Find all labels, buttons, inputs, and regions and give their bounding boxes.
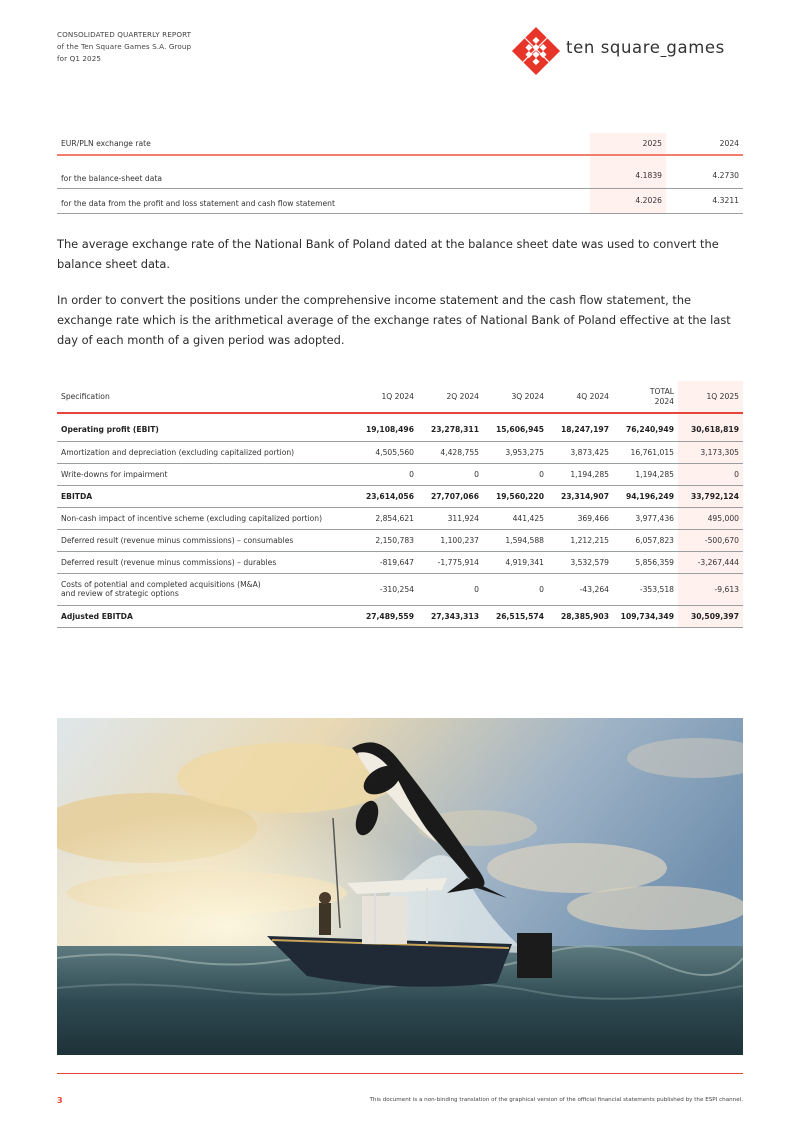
cell-value: 15,606,945: [483, 419, 548, 441]
column-header: 4Q 2024: [548, 381, 613, 413]
table-row: [57, 485, 743, 507]
paragraph-balance-sheet-rate: The average exchange rate of the National Bank of Poland dated at the balance sheet date was used to convert the balance sheet data.: [57, 237, 719, 271]
orca-boat-illustration: [57, 718, 743, 1055]
cell-value: 4,505,560: [353, 441, 418, 463]
cell-value: 369,466: [548, 507, 613, 529]
cell-value: 0: [483, 463, 548, 485]
cell-value: 30,618,819: [678, 419, 743, 441]
cell-value: 18,247,197: [548, 419, 613, 441]
cell-value: 4.1839: [590, 163, 666, 188]
cell-value: 4.3211: [666, 188, 743, 213]
row-label: for the data from the profit and loss statement and cash flow statement: [57, 188, 590, 213]
cell-value: 6,057,823: [613, 529, 678, 551]
column-header-total: [613, 381, 678, 413]
table-header-row: [57, 133, 743, 155]
brand-wordmark: [566, 38, 725, 57]
exchange-rate-table: [57, 133, 743, 214]
table-row: [57, 507, 743, 529]
table-row: [57, 551, 743, 573]
cell-value: 94,196,249: [613, 485, 678, 507]
cell-value: 30,509,397: [678, 605, 743, 627]
column-header: 2Q 2024: [418, 381, 483, 413]
cell-value: 2,854,621: [353, 507, 418, 529]
column-header: 1Q 2024: [353, 381, 418, 413]
row-label: Operating profit (EBIT): [57, 419, 353, 441]
cell-value: 3,173,305: [678, 441, 743, 463]
table-row: [57, 529, 743, 551]
column-header: 2025: [590, 133, 666, 155]
cell-value: -500,670: [678, 529, 743, 551]
cell-value: -9,613: [678, 573, 743, 605]
cell-value: -353,518: [613, 573, 678, 605]
cell-value: 3,873,425: [548, 441, 613, 463]
paragraph-income-statement-rate: In order to convert the positions under the comprehensive income statement and the cash flow statement, the exchange rate which is the arithmetical average of the exchange rates of National Bank of Poland effective at the last day of each month of a given period was adopted.: [57, 293, 731, 347]
cell-value: 2,150,783: [353, 529, 418, 551]
cell-value: 33,792,124: [678, 485, 743, 507]
cell-value: 495,000: [678, 507, 743, 529]
cell-value: 3,532,579: [548, 551, 613, 573]
cell-value: 23,314,907: [548, 485, 613, 507]
cell-value: 1,100,237: [418, 529, 483, 551]
row-label: Deferred result (revenue minus commissions) – consumables: [57, 529, 353, 551]
column-header: Specification: [57, 381, 353, 413]
ebitda-table: [57, 381, 743, 628]
report-period: for Q1 2025: [57, 54, 102, 63]
cell-value: 23,278,311: [418, 419, 483, 441]
cell-value: 0: [678, 463, 743, 485]
cell-value: 3,953,275: [483, 441, 548, 463]
cell-value: 26,515,574: [483, 605, 548, 627]
column-header: 2024: [666, 133, 743, 155]
table-row: [57, 188, 743, 213]
row-label: Amortization and depreciation (excluding capitalized portion): [57, 441, 353, 463]
cell-value: 19,560,220: [483, 485, 548, 507]
cell-value: -3,267,444: [678, 551, 743, 573]
page-number: 3: [57, 1096, 63, 1105]
cell-value: 0: [418, 463, 483, 485]
table-row: [57, 463, 743, 485]
brand-word-2: games: [666, 38, 725, 57]
table-row: [57, 419, 743, 441]
cell-value: 0: [418, 573, 483, 605]
cell-value: 27,489,559: [353, 605, 418, 627]
cell-value: 4.2730: [666, 163, 743, 188]
column-header: 1Q 2025: [678, 381, 743, 413]
table-row: [57, 573, 743, 605]
cell-value: 1,194,285: [613, 463, 678, 485]
footer-disclaimer: This document is a non-binding translation of the graphical version of the official financial statements published by the ESPI channel.: [369, 1097, 743, 1103]
cell-value: 4,919,341: [483, 551, 548, 573]
table-row: [57, 605, 743, 627]
report-title: CONSOLIDATED QUARTERLY REPORT: [57, 30, 192, 39]
cell-value: 311,924: [418, 507, 483, 529]
row-label-line2: and review of strategic options: [61, 589, 179, 598]
row-label: for the balance-sheet data: [57, 163, 590, 188]
cell-value: -1,775,914: [418, 551, 483, 573]
table-header-row: [57, 381, 743, 413]
cell-value: 28,385,903: [548, 605, 613, 627]
column-header: 3Q 2024: [483, 381, 548, 413]
row-label: Write-downs for impairment: [57, 463, 353, 485]
row-label-line1: Costs of potential and completed acquisitions (M&A): [61, 580, 261, 589]
header-total-line1: TOTAL: [649, 386, 674, 396]
table-row: [57, 163, 743, 188]
cell-value: 4,428,755: [418, 441, 483, 463]
cell-value: 5,856,359: [613, 551, 678, 573]
cell-value: 1,594,588: [483, 529, 548, 551]
column-header: EUR/PLN exchange rate: [57, 133, 590, 155]
cell-value: -819,647: [353, 551, 418, 573]
cell-value: 0: [483, 573, 548, 605]
report-company: of the Ten Square Games S.A. Group: [57, 42, 192, 51]
cell-value: -43,264: [548, 573, 613, 605]
cell-value: 1,194,285: [548, 463, 613, 485]
cell-value: 23,614,056: [353, 485, 418, 507]
checkered-diamond-logo-icon: [511, 26, 561, 76]
cell-value: 1,212,215: [548, 529, 613, 551]
row-label: Non-cash impact of incentive scheme (excluding capitalized portion): [57, 507, 353, 529]
row-label: EBITDA: [57, 485, 353, 507]
cell-value: 16,761,015: [613, 441, 678, 463]
table-row: [57, 441, 743, 463]
cell-value: 441,425: [483, 507, 548, 529]
cell-value: 19,108,496: [353, 419, 418, 441]
row-label: Deferred result (revenue minus commissions) – durables: [57, 551, 353, 573]
cell-value: -310,254: [353, 573, 418, 605]
header-total-line2: 2024: [654, 396, 674, 406]
cell-value: 109,734,349: [613, 605, 678, 627]
brand-word-1: ten square: [566, 38, 661, 57]
cell-value: 27,707,066: [418, 485, 483, 507]
cell-value: 27,343,313: [418, 605, 483, 627]
row-label: [57, 573, 353, 605]
report-header: [57, 29, 191, 65]
cell-value: 3,977,436: [613, 507, 678, 529]
cell-value: 4.2026: [590, 188, 666, 213]
cell-value: 76,240,949: [613, 419, 678, 441]
footer-divider: [57, 1073, 743, 1074]
cell-value: 0: [353, 463, 418, 485]
row-label: Adjusted EBITDA: [57, 605, 353, 627]
